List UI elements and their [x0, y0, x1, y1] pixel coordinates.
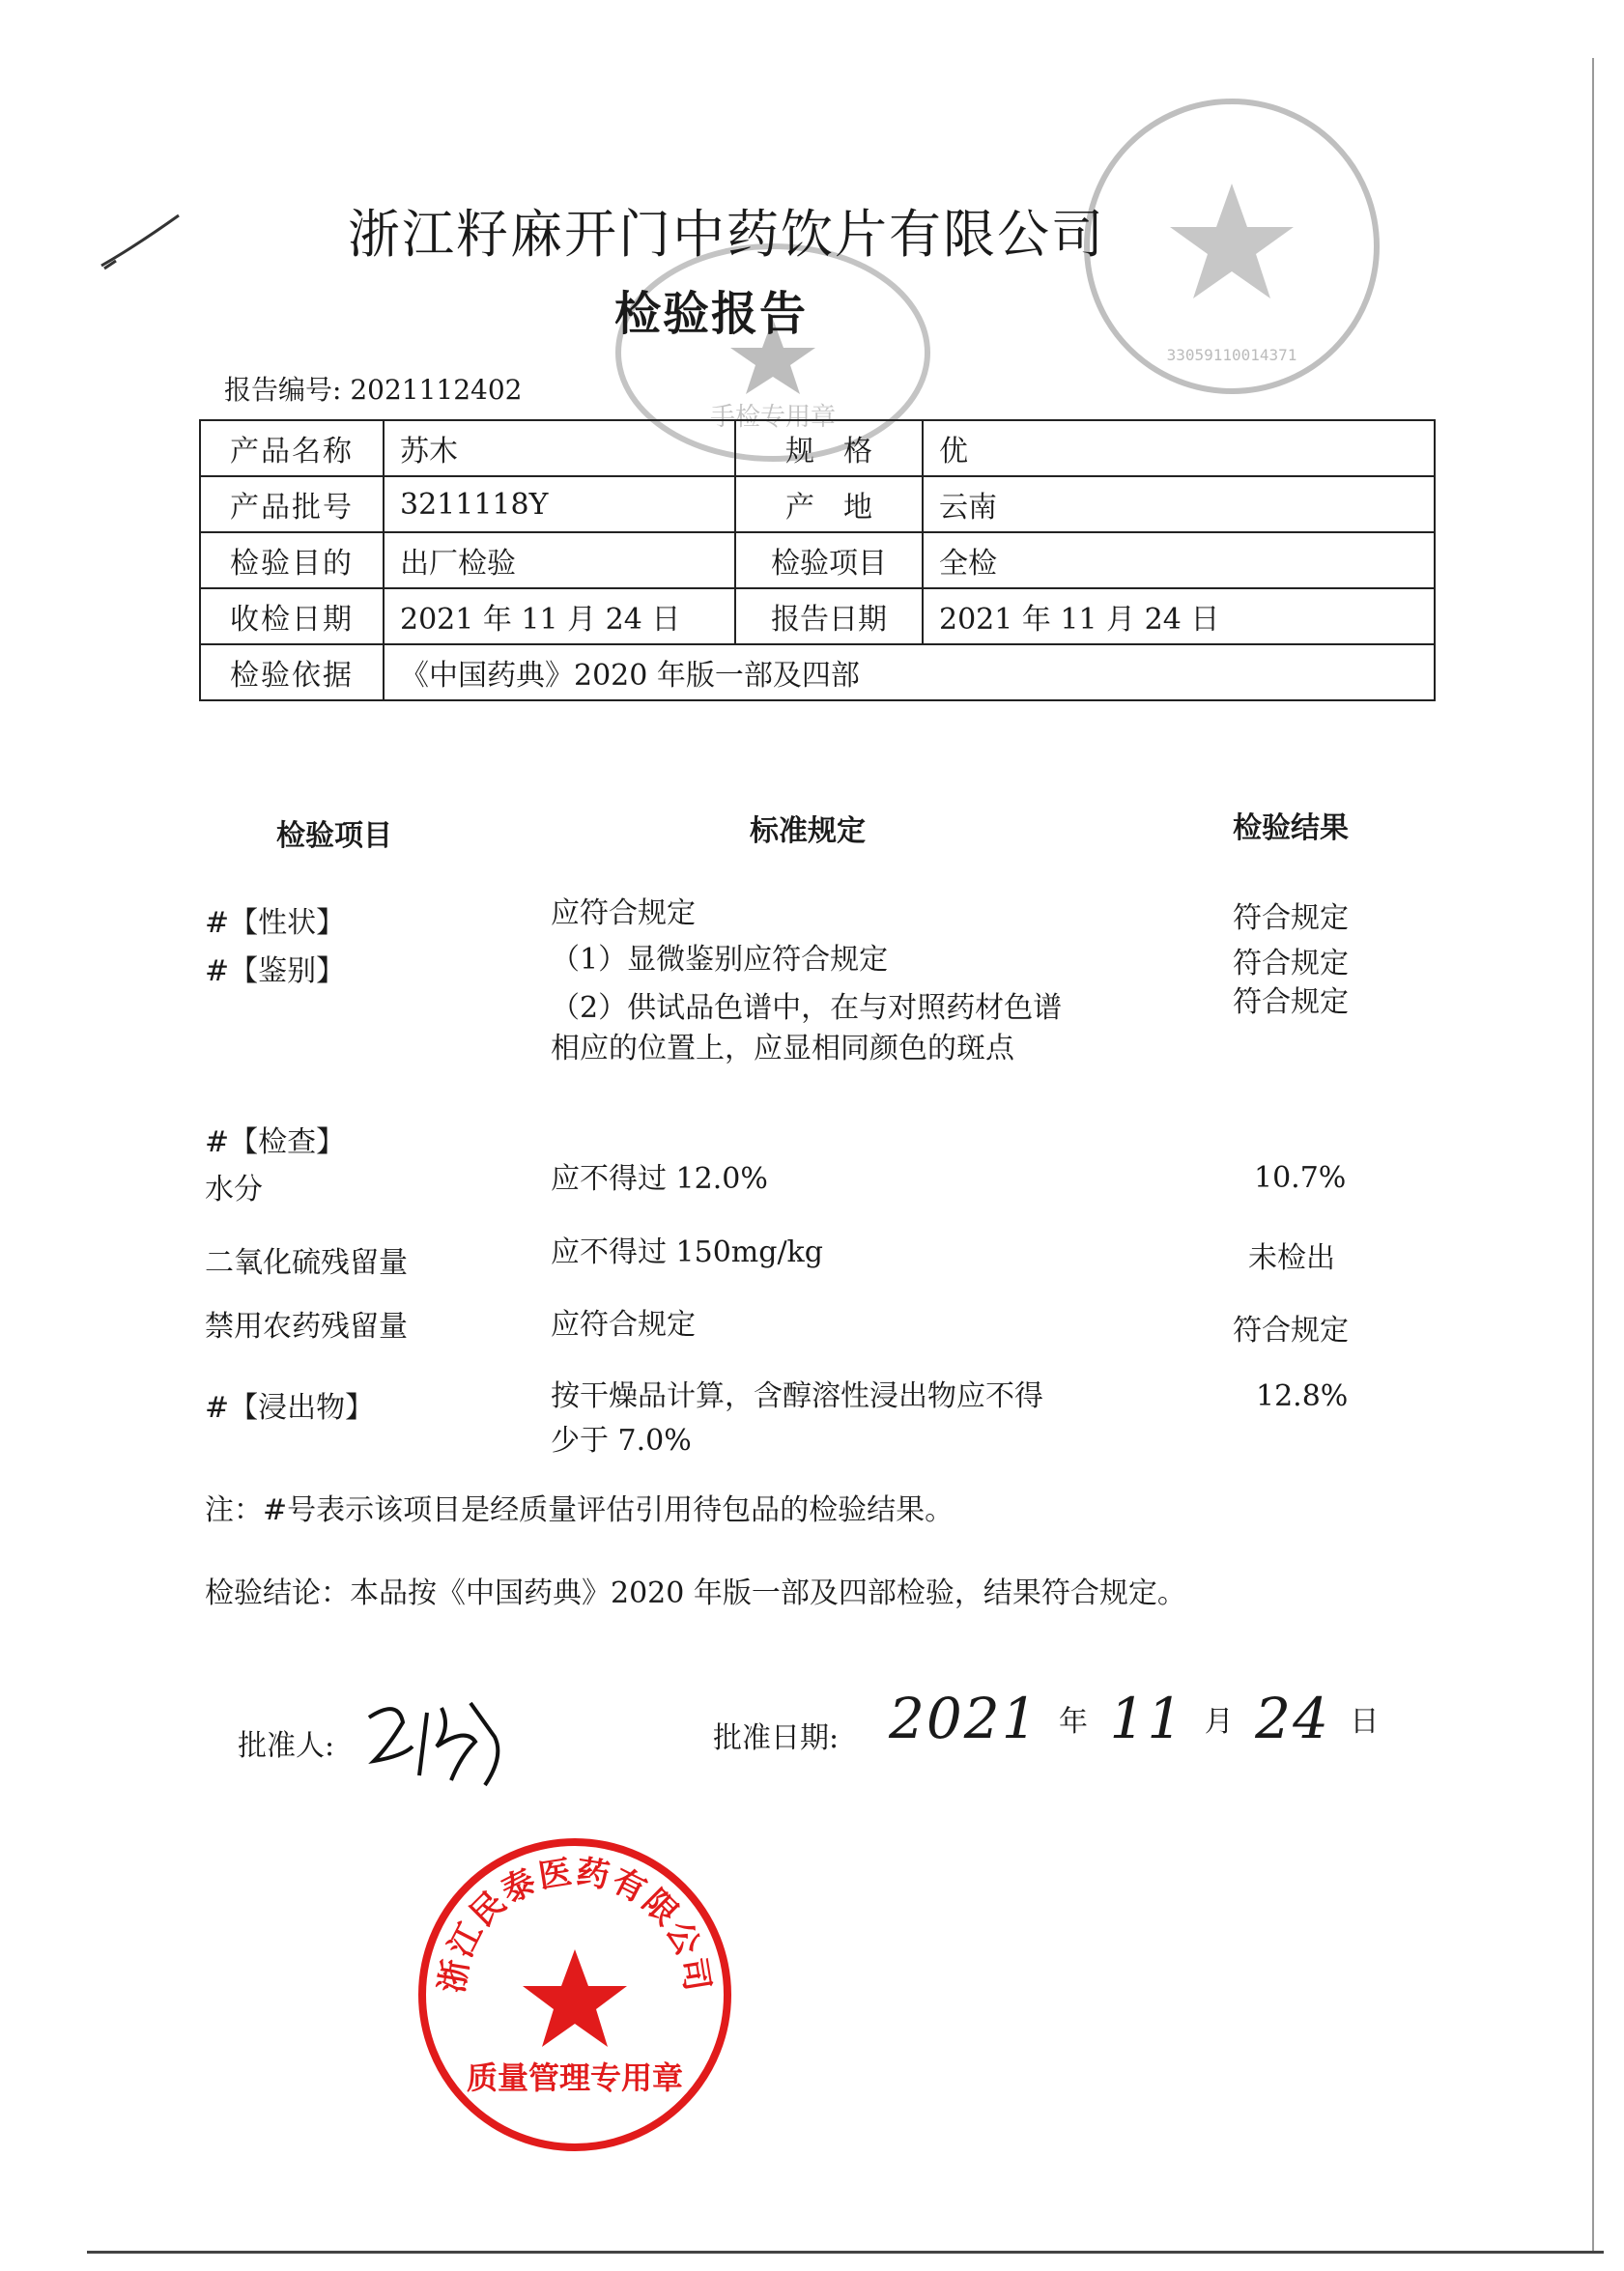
origin-value: 云南 [923, 476, 1435, 532]
day-char: 日 [1350, 1705, 1382, 1739]
report-number: 2021112402 [350, 374, 523, 406]
item-label: 检验项目 [735, 532, 923, 588]
approval-date-handwritten [889, 1686, 1381, 1751]
std-jianbie-2a: （2）供试品色谱中，在与对照药材色谱 [551, 991, 1063, 1025]
std-extract-a: 按干燥品计算，含醇溶性浸出物应不得 [551, 1379, 1043, 1413]
info-row [200, 644, 1435, 700]
approval-date-label: 批准日期: [713, 1721, 840, 1755]
item-so2: 二氧化硫残留量 [205, 1246, 408, 1280]
std-xingzhuang: 应符合规定 [551, 896, 696, 930]
column-header-standard: 标准规定 [750, 814, 866, 848]
right-edge-line [1592, 58, 1594, 2251]
red-quality-seal [415, 1835, 734, 2154]
red-seal-company: 浙江民泰医药有限公司 [432, 1852, 718, 1996]
signed-day: 24 [1255, 1686, 1330, 1751]
result-jianbie-2: 符合规定 [1233, 985, 1349, 1019]
document-title: 检验报告 [614, 287, 809, 341]
batch-number: 3211118Y [384, 476, 735, 532]
std-jianbie-2b: 相应的位置上，应显相同颜色的斑点 [551, 1032, 1014, 1065]
batch-label: 产品批号 [200, 476, 384, 532]
report-number-line [224, 369, 523, 408]
origin-label: 产 地 [735, 476, 923, 532]
product-name-label: 产品名称 [200, 420, 384, 476]
basis-label: 检验依据 [200, 644, 384, 700]
company-name: 浙江籽麻开门中药饮片有限公司 [348, 204, 1105, 265]
gray-seal-number: 33059110014371 [1166, 346, 1297, 364]
item-value: 全检 [923, 532, 1435, 588]
report-date: 2021 年 11 月 24 日 [923, 588, 1435, 644]
receive-date: 2021 年 11 月 24 日 [384, 588, 735, 644]
signed-year: 2021 [889, 1686, 1040, 1751]
scan-mark [97, 208, 184, 275]
basis-value: 《中国药典》2020 年版一部及四部 [384, 644, 1435, 700]
std-so2: 应不得过 150mg/kg [551, 1235, 823, 1269]
product-info-table [199, 419, 1436, 701]
gray-seal-right [1077, 92, 1386, 401]
info-row [200, 532, 1435, 588]
conclusion: 检验结论：本品按《中国药典》2020 年版一部及四部检验，结果符合规定。 [205, 1576, 1186, 1610]
item-pesticide: 禁用农药残留量 [205, 1310, 408, 1344]
result-so2: 未检出 [1248, 1241, 1335, 1275]
signed-month: 11 [1109, 1686, 1185, 1751]
item-water: 水分 [205, 1173, 263, 1206]
std-water: 应不得过 12.0% [551, 1162, 768, 1196]
report-number-label: 报告编号: [224, 374, 342, 406]
info-row [200, 588, 1435, 644]
purpose-label: 检验目的 [200, 532, 384, 588]
approver-label: 批准人: [238, 1729, 335, 1763]
product-name: 苏木 [384, 420, 735, 476]
column-header-item: 检验项目 [276, 819, 392, 853]
footnote: 注：#号表示该项目是经质量评估引用待包品的检验结果。 [205, 1493, 954, 1527]
spec-value: 优 [923, 420, 1435, 476]
std-extract-b: 少于 7.0% [551, 1424, 692, 1458]
receive-date-label: 收检日期 [200, 588, 384, 644]
month-char: 月 [1204, 1705, 1236, 1739]
purpose-value: 出厂检验 [384, 532, 735, 588]
result-xingzhuang: 符合规定 [1233, 901, 1349, 935]
item-xingzhuang: #【性状】 [205, 906, 346, 940]
gray-seal-small-text: 手检专用章 [709, 403, 837, 432]
bottom-edge-line [87, 2251, 1604, 2254]
std-jianbie-1: （1）显微鉴别应符合规定 [551, 943, 889, 977]
approver-signature [359, 1689, 524, 1795]
report-date-label: 报告日期 [735, 588, 923, 644]
result-extract: 12.8% [1256, 1379, 1349, 1413]
year-char: 年 [1059, 1705, 1091, 1739]
item-jianbie: #【鉴别】 [205, 954, 346, 988]
result-jianbie-1: 符合规定 [1233, 947, 1349, 980]
result-water: 10.7% [1254, 1161, 1347, 1195]
item-extract: #【浸出物】 [205, 1391, 375, 1425]
red-seal-purpose: 质量管理专用章 [466, 2059, 684, 2096]
info-row [200, 476, 1435, 532]
info-row [200, 420, 1435, 476]
std-pesticide: 应符合规定 [551, 1308, 696, 1342]
result-pesticide: 符合规定 [1233, 1314, 1349, 1348]
spec-label: 规 格 [735, 420, 923, 476]
column-header-result: 检验结果 [1233, 811, 1349, 845]
item-jiancha: #【检查】 [205, 1125, 346, 1159]
